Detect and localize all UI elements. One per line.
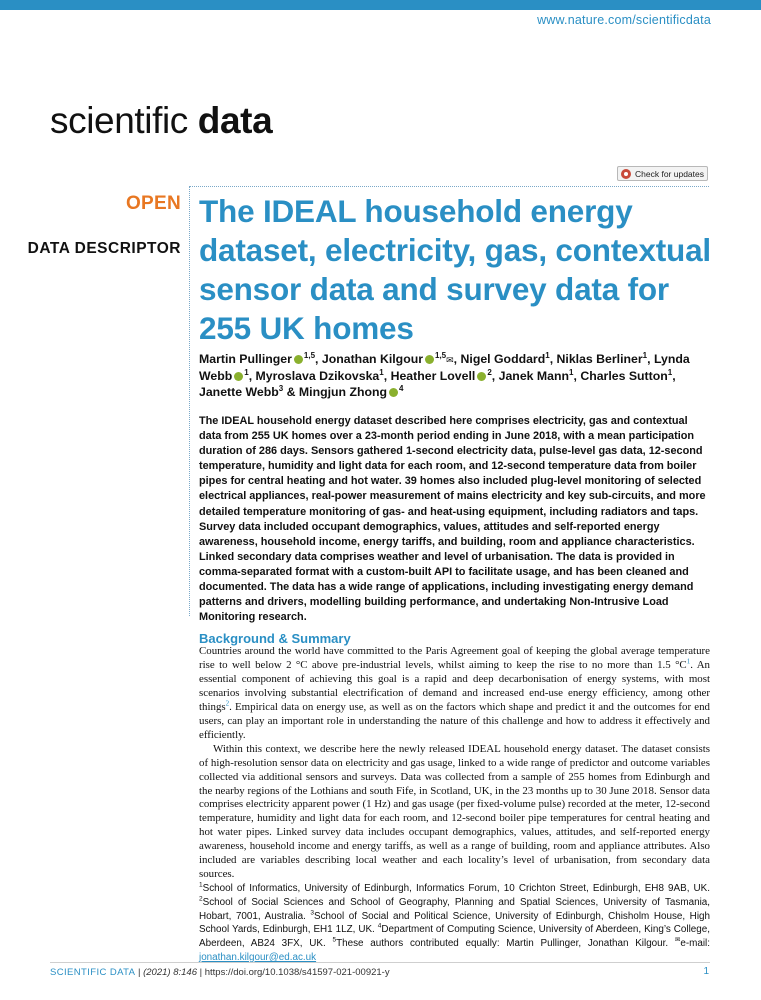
journal-logo (50, 102, 272, 139)
header-divider (189, 186, 709, 187)
check-for-updates-label: Check for updates (635, 168, 704, 179)
footer-journal: SCIENTIFIC DATA (50, 967, 136, 978)
author-affiliation-sup: 1 (244, 367, 249, 377)
author-affiliation-sup: 4 (399, 383, 404, 393)
affiliations (199, 882, 710, 965)
author-separator: , (383, 369, 391, 383)
journal-logo-light: scientific (50, 100, 188, 141)
author-separator: , (248, 369, 256, 383)
footer-sep: | (196, 967, 205, 978)
email-icon[interactable]: ✉ (446, 355, 454, 365)
p1-part-b: . An essential component of achieving this goal is a rapid and deep decarbonisation of energy systems, with most scenarios involving substantial electrification of demand and increased end-use energy efficiency, among other things (199, 658, 710, 713)
footer-citation: (2021) 8:146 (143, 967, 197, 978)
author-name[interactable]: Niklas Berliner (556, 352, 643, 366)
orcid-icon[interactable] (425, 355, 434, 364)
author-affiliation-sup: 3 (278, 383, 284, 393)
affiliation-number: 2 (199, 895, 203, 903)
author-list (199, 351, 714, 400)
paragraph-1 (199, 645, 710, 743)
author-separator: , (573, 369, 581, 383)
journal-logo-bold: data (197, 100, 273, 141)
affiliation-text: Department of Computing Science, University of Aberdeen, King’s College, Aberdeen, AB24 3FX, UK. (199, 924, 710, 950)
journal-url-link[interactable]: www.nature.com/scientificdata (537, 13, 711, 27)
author-name[interactable]: Mingjun Zhong (298, 385, 388, 399)
article-type-label: DATA DESCRIPTOR (27, 240, 181, 257)
author-separator: , (549, 352, 557, 366)
author-affiliation-sup: 2 (487, 367, 492, 377)
author-affiliation-sup: 1,5 (435, 350, 447, 360)
affiliation-text: These authors contributed equally: Martin Pullinger, Jonathan Kilgour. (336, 938, 675, 950)
orcid-icon[interactable] (234, 372, 243, 381)
orcid-icon[interactable] (389, 388, 398, 397)
author-name[interactable]: Jonathan Kilgour (321, 352, 423, 366)
orcid-icon[interactable] (477, 372, 486, 381)
author-separator: , (315, 352, 322, 366)
author-affiliation-sup: 1 (545, 350, 550, 360)
author-name[interactable]: Charles Sutton (580, 369, 668, 383)
affiliation-text: School of Informatics, University of Edinburgh, Informatics Forum, 10 Crichton Street, Edinburgh, EH8 9AB, UK. (202, 883, 710, 894)
author-separator: , (672, 369, 676, 383)
check-for-updates-button[interactable] (617, 166, 708, 181)
author-affiliation-sup: 1 (379, 367, 384, 377)
p1-part-c: . Empirical data on energy use, as well as on the factors which shape and predict it and the outcomes for end users, can play an important role in understanding the nature of this challenge and how to address it effectively and efficiently. (199, 700, 710, 741)
footer-doi-link[interactable]: https://doi.org/10.1038/s41597-021-00921-y (204, 967, 390, 978)
author-name[interactable]: Nigel Goddard (460, 352, 546, 366)
author-separator: , (453, 352, 461, 366)
author-separator: & (283, 385, 299, 399)
email-link[interactable]: jonathan.kilgour@ed.ac.uk (199, 951, 317, 963)
author-name[interactable]: Lynda Webb (199, 352, 690, 383)
orcid-icon[interactable] (294, 355, 303, 364)
abstract: The IDEAL household energy dataset described here comprises electricity, gas and contextual data from 255 UK homes over a 23-month period ending in June 2018, with a mean participation duration of 286 days. Sensors gathered 1-second electricity data, pulse-level gas data, 12-second temperature, humidity and light data for each room, and 12-second temperature data from boiler pipes for central heating and hot water. 39 homes also included plug-level monitoring of selected electrical appliances, real-power measurement of mains electricity and key sub-circuits, and more detailed temperature monitoring of gas- and heat-using equipment, including radiators and taps. Survey data included occupant demographics, values, attitudes and self-reported energy awareness, household income, energy tariffs, and building, room and appliance characteristics. Linked secondary data comprises weather and level of urbanisation. The data is provided in comma-separated format with a custom-built API to facilitate usage, and has been cleaned and documented. The data has a wide range of applications, including investigating energy demand patterns and drivers, modelling building performance, and undertaking Non-Intrusive Load Monitoring research. (199, 415, 706, 624)
body-text (199, 645, 710, 882)
open-access-label: OPEN (125, 193, 181, 214)
email-icon: ✉ (674, 936, 681, 944)
author-affiliation-sup: 1 (667, 367, 673, 377)
affiliation-text: School of Social Sciences and School of Geography, Planning and Spatial Sciences, University of Tasmania, Hobart, 7001, Australia. (199, 896, 710, 922)
author-name[interactable]: Heather Lovell (390, 369, 476, 383)
side-divider (189, 186, 190, 616)
top-accent-bar (0, 0, 761, 10)
affiliation-number: 5 (332, 936, 337, 944)
author-affiliation-sup: 1 (569, 367, 574, 377)
affiliation-number: 1 (199, 881, 203, 889)
email-label: e-mail: (680, 938, 710, 950)
affiliation-number: 3 (310, 909, 315, 917)
footer-sep: | (135, 967, 144, 978)
paragraph-2: Within this context, we describe here the newly released IDEAL household energy dataset. The dataset consists of high-resolution sensor data on electricity and gas usage, linked to a wide range of predictor and outcome variables collected via additional sensors and surveys. Data was collected from a sample of 255 homes from Edinburgh and the nearby regions of the Lothians and south Fife, in Scotland, UK, in the 23 months up to 30 June 2018. Sensor data comprises electricity apparent power (1 Hz) and gas usage (per fixed-volume pulse) recorded at the meter, 12-second temperature, humidity and light data for each room, and 12-second boiler pipe temperatures for central heating and hot water pipes. Linked survey data includes occupant demographics, values, attitudes, and self-reported energy awareness, household income and energy tariffs, as well as a range of building, room and appliance attributes. Also included are variables describing local weather and each locality’s level of urbanisation, from secondary data sources. (199, 742, 710, 881)
author-affiliation-sup: 1,5 (303, 350, 316, 360)
footer (50, 967, 390, 978)
author-separator: , (491, 369, 499, 383)
author-name[interactable]: Janette Webb (199, 385, 279, 399)
crossmark-icon (621, 169, 631, 179)
reference-2-link[interactable]: 2 (225, 699, 230, 708)
author-name[interactable]: Martin Pullinger (199, 352, 292, 366)
footer-divider (50, 962, 710, 963)
page-number: 1 (703, 966, 709, 977)
section-heading-background: Background & Summary (199, 631, 351, 646)
author-name[interactable]: Janek Mann (498, 369, 570, 383)
author-name[interactable]: Myroslava Dzikovska (255, 369, 380, 383)
affiliation-text: School of Social and Political Science, University of Edinburgh, Chisholm House, High School Yards, Edinburgh, EH1 1LZ, UK. (199, 910, 710, 936)
p1-part-a: Countries around the world have committed to the Paris Agreement goal of keeping the global average temperature rise to well below 2 °C above pre-industrial levels, whilst aiming to keep the rise to no more than 1.5 °C (199, 645, 710, 671)
author-separator: , (647, 352, 654, 366)
affiliation-number: 4 (377, 923, 382, 931)
author-affiliation-sup: 1 (642, 350, 648, 360)
reference-1-link[interactable]: 1 (686, 657, 691, 666)
article-title: The IDEAL household energy dataset, electricity, gas, contextual sensor data and survey data for 255 UK homes (199, 193, 711, 346)
